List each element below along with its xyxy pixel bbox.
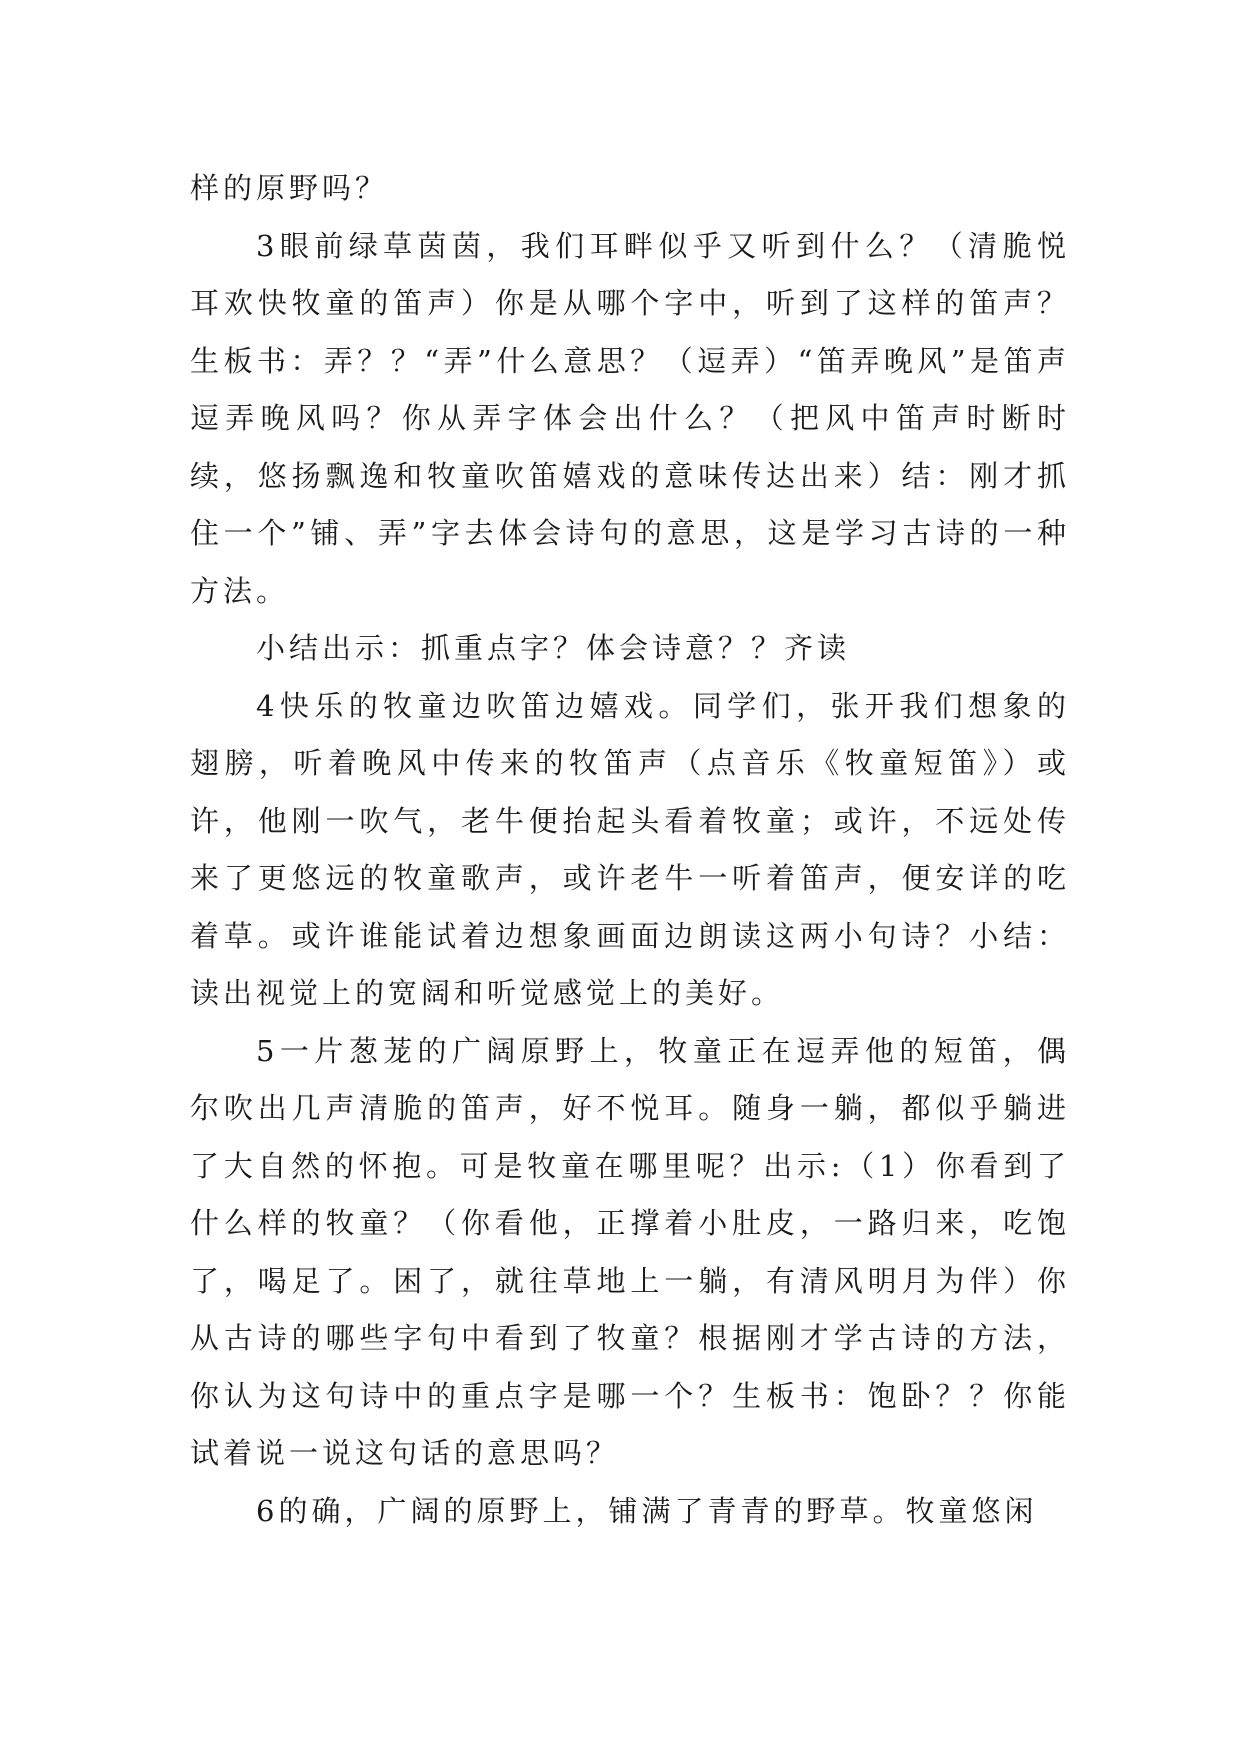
paragraph-6: 6的确，广阔的原野上，铺满了青青的野草。牧童悠闲 [256, 1493, 1038, 1528]
paragraph-3: 小结出示：抓重点字？体会诗意？？齐读 [256, 631, 851, 665]
paragraph-1: 样的原野吗？ [190, 171, 389, 205]
paragraph-5: 5一片葱茏的广阔原野上，牧童正在逗弄他的短笛，偶尔吹出几声清脆的笛声，好不悦耳。随身一躺，都似乎躺进了大自然的怀抱。可是牧童在哪里呢？出示:（1）你看到了什么样的牧童？（你看他，正撑着小肚皮，一路归来，吃饱了，喝足了。困了，就往草地上一躺，有清风明月为伴）你从古诗的哪些字句中看到了牧童？根据刚才学古诗的方法，你认为这句诗中的重点字是哪一个？生板书：饱卧？？你能试着说一说这句话的意思吗？ [190, 1033, 1070, 1470]
paragraph-2: 3眼前绿草茵茵，我们耳畔似乎又听到什么？（清脆悦耳欢快牧童的笛声）你是从哪个字中，听到了这样的笛声？生板书：弄？？“弄”什么意思？（逗弄）“笛弄晚风”是笛声逗弄晚风吗？你从弄字体会出什么？（把风中笛声时断时续，悠扬飘逸和牧童吹笛嬉戏的意味传达出来）结：刚才抓住一个”铺、弄”字去体会诗句的意思，这是学习古诗的一种方法。 [190, 228, 1070, 608]
paragraph-4: 4快乐的牧童边吹笛边嬉戏。同学们，张开我们想象的翅膀，听着晚风中传来的牧笛声（点音乐《牧童短笛》）或许，他刚一吹气，老牛便抬起头看着牧童；或许，不远处传来了更悠远的牧童歌声，或许老牛一听着笛声，便安详的吃着草。或许谁能试着边想象画面边朗读这两小句诗？小结：读出视觉上的宽阔和听觉感觉上的美好。 [190, 688, 1070, 1010]
document-body [190, 160, 1070, 1540]
